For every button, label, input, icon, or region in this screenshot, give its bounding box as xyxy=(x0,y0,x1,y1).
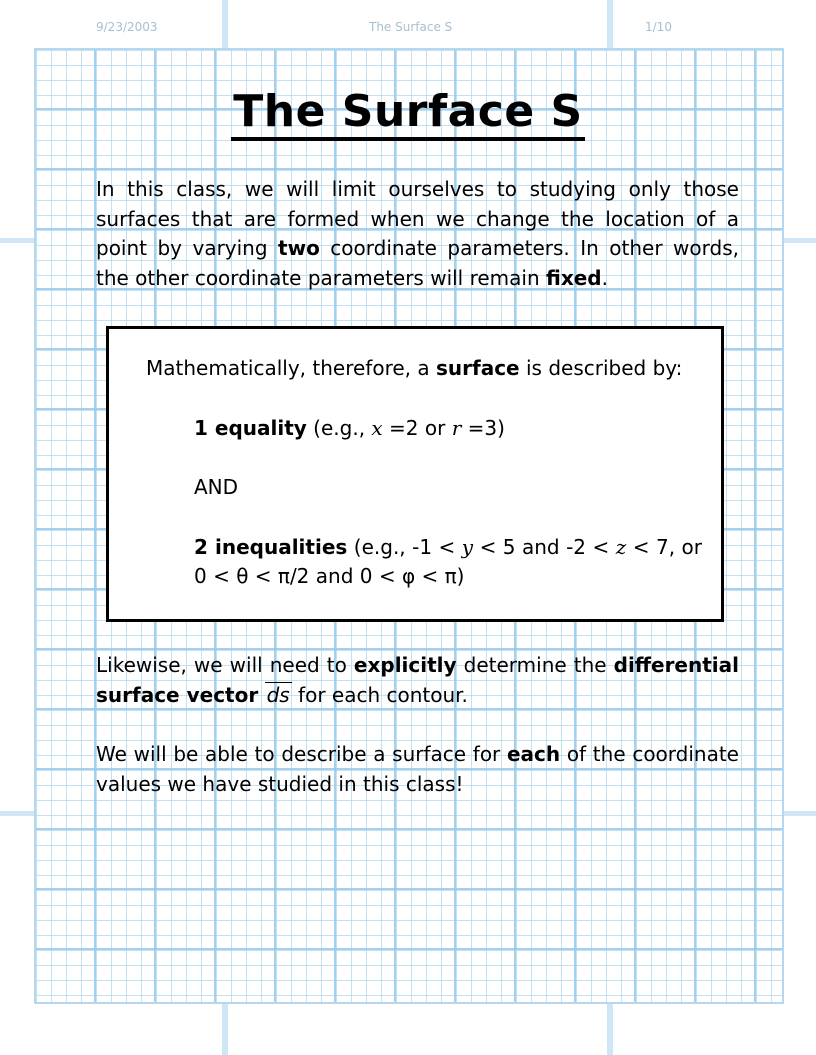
inequalities-line-2: 0 < θ < π/2 and 0 < φ < π) xyxy=(194,564,465,588)
header-page-number: 1/10 xyxy=(645,20,672,34)
intro-paragraph: In this class, we will limit ourselves to studying only those surfaces that are formed when we change the location of a point by varying two coordinate parameters. In other words, the other coordinate parameters will remain fixed. xyxy=(96,177,739,290)
inequalities-line: 2 inequalities (e.g., -1 < y < 5 and -2 < z < 7, or xyxy=(194,535,703,559)
definition-box xyxy=(106,326,724,622)
page-title: The Surface S xyxy=(0,86,816,137)
equality-line: 1 equality (e.g., x =2 or r =3) xyxy=(194,416,505,440)
header-date: 9/23/2003 xyxy=(96,20,158,34)
header-title: The Surface S xyxy=(369,20,453,34)
definition-intro: Mathematically, therefore, a surface is described by: xyxy=(146,356,683,380)
ds-vector-symbol: ds xyxy=(266,682,290,707)
closing-paragraph: We will be able to describe a surface for each of the coordinate values we have studied in this class! xyxy=(96,742,739,796)
and-label: AND xyxy=(194,475,239,499)
likewise-paragraph: Likewise, we will need to explicitly determine the differential surface vector ds for each contour. xyxy=(96,653,739,707)
